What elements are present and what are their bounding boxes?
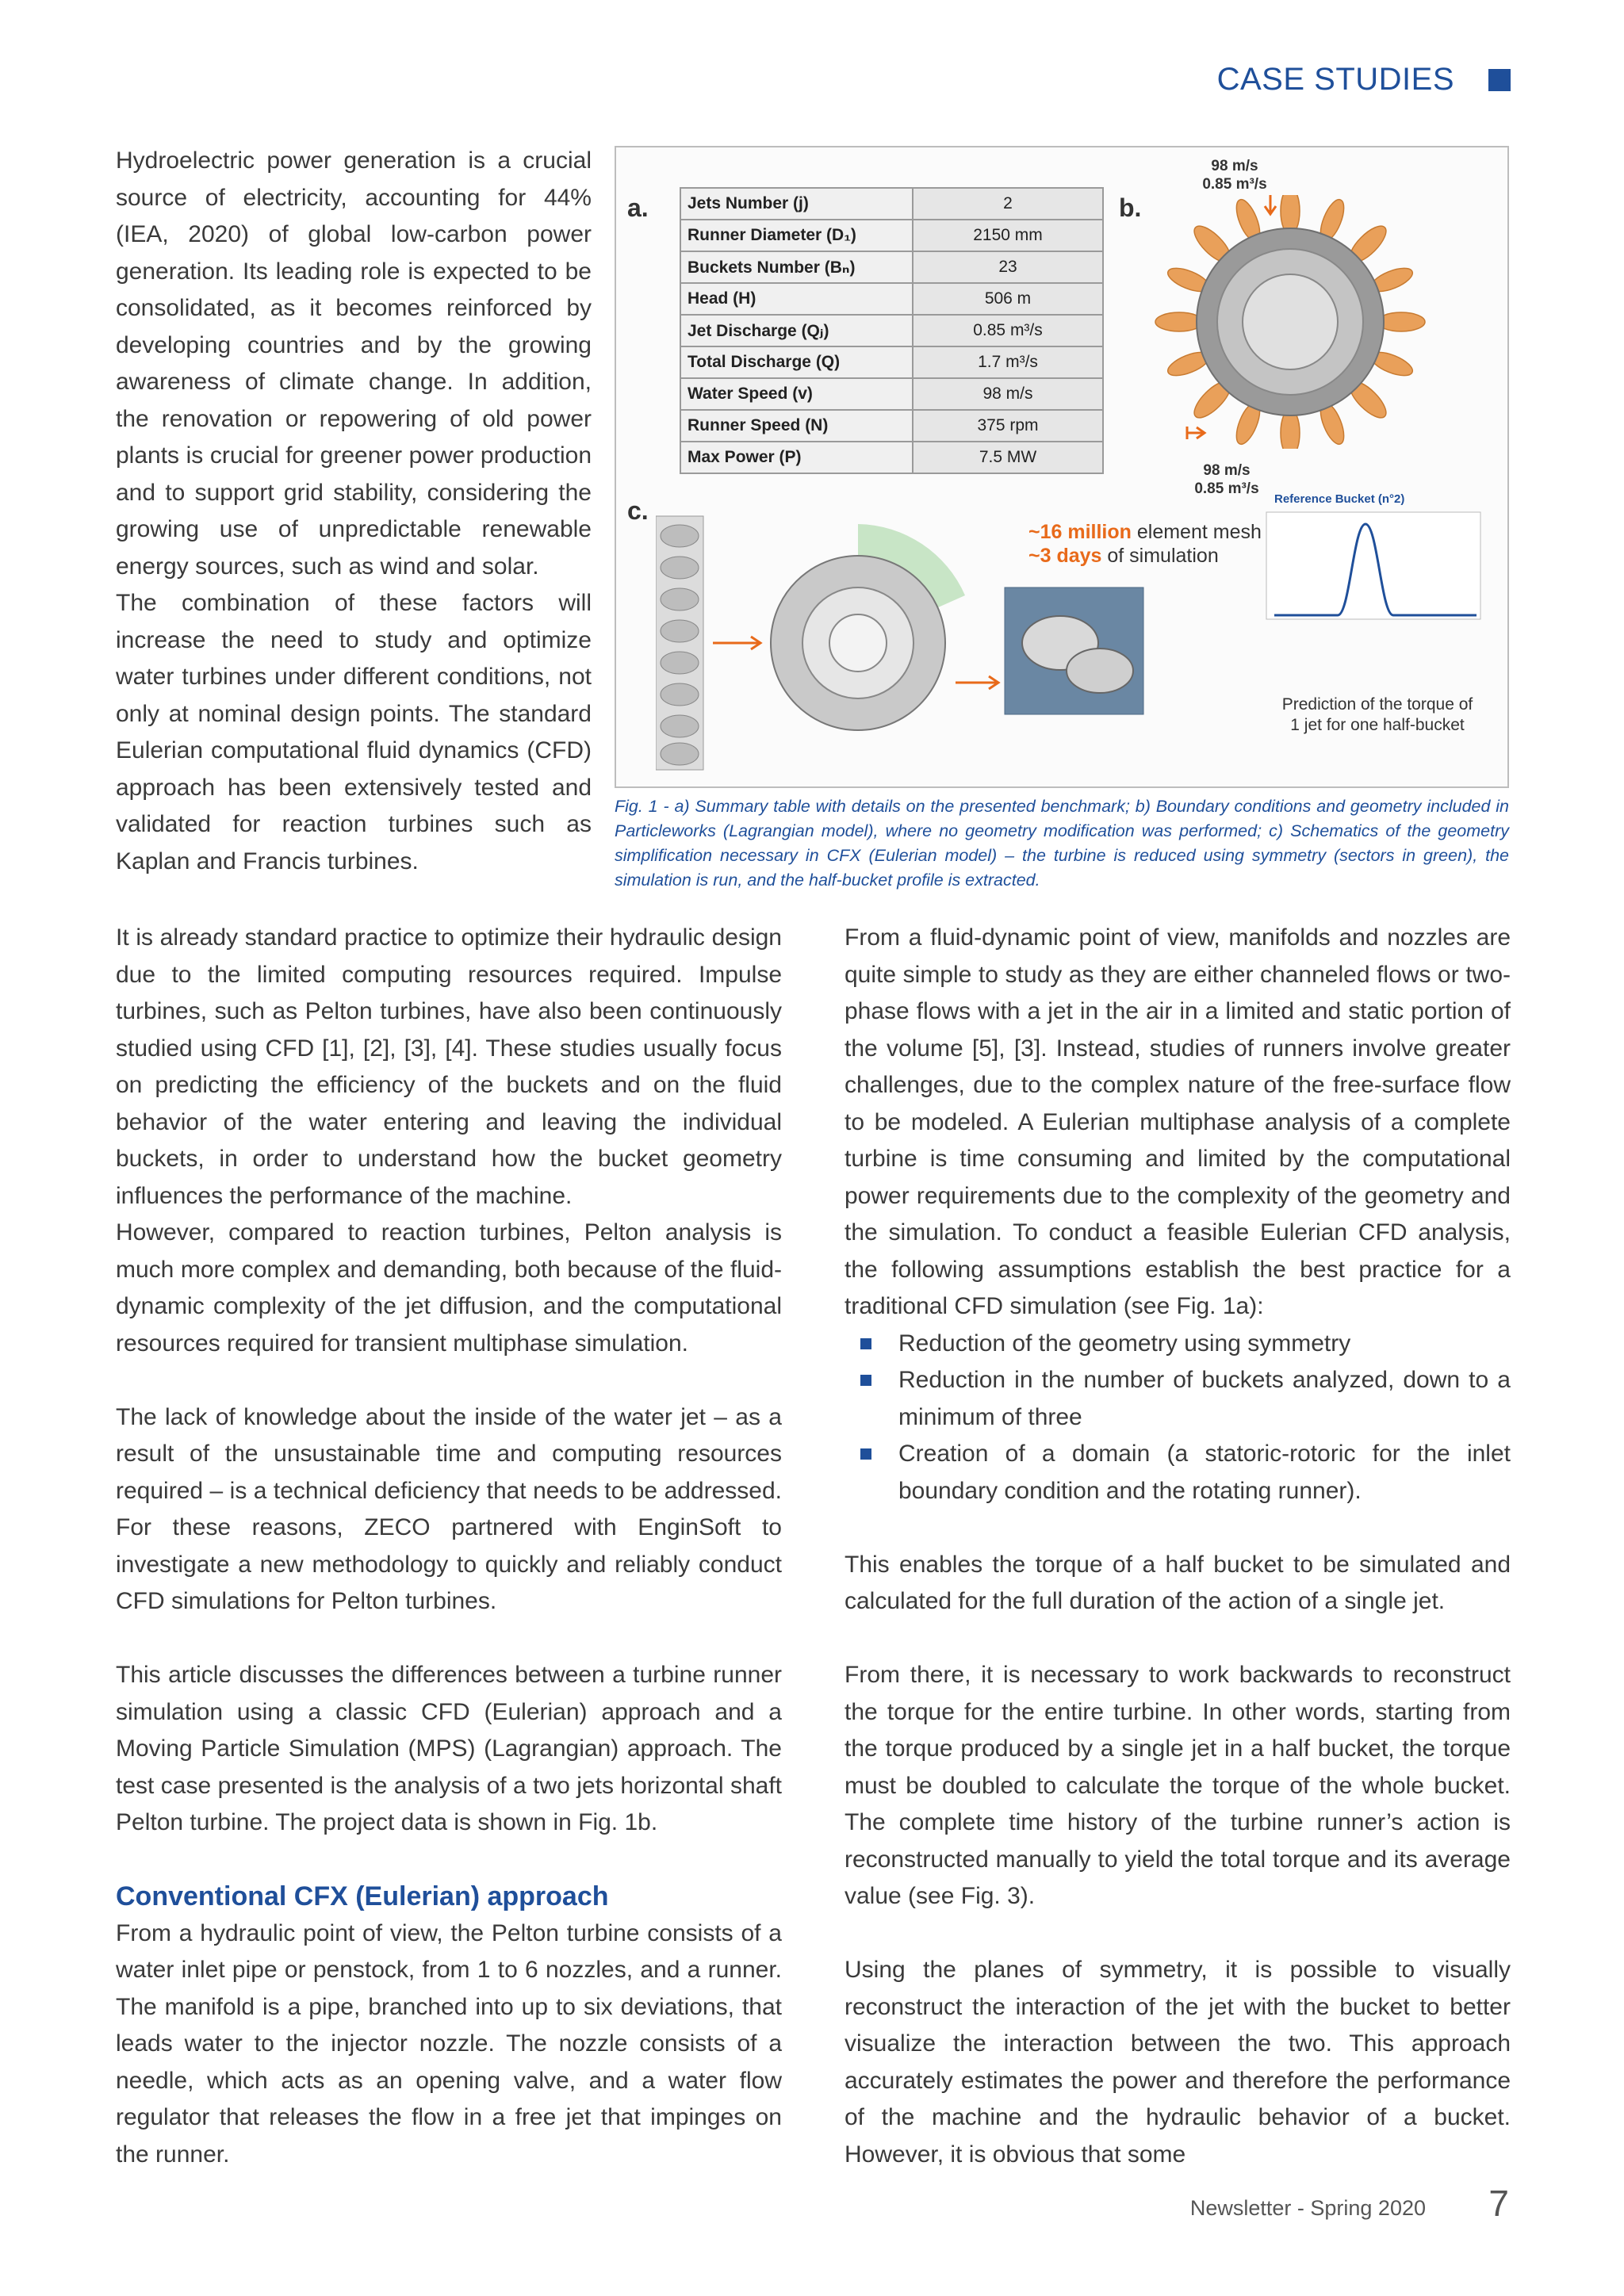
left-paragraph-2: However, compared to reaction turbines, Pelton analysis is much more complex and demanding, both because of the fluid-dynamic complexity of the jet diffusion, and the computational resources required for transient multiphase simulation. [116, 1219, 782, 1357]
torque-chart [1251, 508, 1488, 635]
table-cell-value: 2150 mm [913, 220, 1103, 251]
left-paragraph-3: The lack of knowledge about the inside of the water jet – as a result of the unsustainable time and computing resources required – is a technical deficiency that needs to be addressed. For these reasons, ZECO partnered with EnginSoft to investigate a new methodology to quickly and reliably conduct CFD simulations for Pelton turbines. [116, 1403, 782, 1614]
mesh-size-note [1028, 520, 1262, 568]
table-row [680, 410, 1103, 442]
section-heading: Conventional CFX (Eulerian) approach [116, 1881, 609, 1911]
table-cell-value: 98 m/s [913, 378, 1103, 410]
jet-bottom-speed: 98 m/s [1203, 462, 1251, 479]
paragraph-gap [845, 1621, 1511, 1658]
left-column [116, 920, 782, 2173]
table-cell-label: Water Speed (v) [680, 378, 913, 410]
list-item [845, 1362, 1511, 1436]
list-item [845, 1326, 1511, 1363]
intro-column [116, 143, 592, 880]
torque-note-line-1: Prediction of the torque of [1281, 695, 1473, 714]
table-cell-label: Max Power (P) [680, 442, 913, 473]
table-cell-value: 7.5 MW [913, 442, 1103, 473]
table-cell-label: Buckets Number (Bₙ) [680, 251, 913, 283]
torque-note-line-2: 1 jet for one half-bucket [1290, 716, 1465, 734]
chart-frame [1266, 512, 1480, 619]
square-bullet-icon [860, 1448, 871, 1460]
table-row [680, 251, 1103, 283]
table-row [680, 315, 1103, 346]
days-rest: of simulation [1101, 545, 1219, 567]
right-paragraph-4: Using the planes of symmetry, it is possible to visually reconstruct the interaction of the jet with the bucket to better visualize the interaction between the two. This approach accurately estimates the power and therefore the performance of the machine and the hydraulic behavior of a bucket. However, it is obvious that some [845, 1957, 1511, 2168]
intro-paragraph-2: The combination of these factors will increase the need to study and optimize water turbines under different conditions, not only at nominal design points. The standard Eulerian computational fluid dynamics (CFD) approach has been extensively tested and validated for reaction turbines such as Kaplan and Francis turbines. [116, 590, 592, 874]
figure-1-caption: Fig. 1 - a) Summary table with details on the presented benchmark; b) Boundary conditions and geometry included in Particleworks (Lagrangian model), where no geometry modification was performed; c) Schematics of the geometry simplification necessary in CFX (Eulerian model) – the turbine is reduced using symmetry (sectors in green), the simulation is run, and the half-bucket profile is extracted. [615, 797, 1509, 890]
right-paragraph-2: This enables the torque of a half bucket to be simulated and calculated for the full duration of the action of a single jet. [845, 1551, 1511, 1614]
table-cell-label: Total Discharge (Q) [680, 346, 913, 378]
table-cell-value: 2 [913, 188, 1103, 220]
table-cell-label: Runner Diameter (D₁) [680, 220, 913, 251]
arrow-icon [713, 637, 760, 649]
page-number: 7 [1488, 2183, 1509, 2224]
torque-prediction-note [1258, 695, 1496, 736]
table-row [680, 188, 1103, 220]
bucket-stack-side-view [656, 516, 703, 770]
intro-paragraph-1: Hydroelectric power generation is a crucial source of electricity, accounting for 44% (IEA, 2020) of global low-carbon power generation. Its leading role is expected to be consolidated, as it becomes reinforced by developing countries and by the growing awareness of climate change. In addition, the renovation or repowering of old power plants is crucial for greener power production and to support grid stability, considering the growing use of unpredictable renewable energy sources, such as wind and solar. [116, 147, 592, 580]
list-item-text: Reduction in the number of buckets analyzed, down to a minimum of three [898, 1367, 1511, 1430]
section-header-square [1488, 69, 1511, 91]
table-cell-label: Head (H) [680, 283, 913, 315]
square-bullet-icon [860, 1338, 871, 1349]
list-item-text: Creation of a domain (a statoric-rotoric for the inlet boundary condition and the rotating runner). [898, 1441, 1511, 1504]
paragraph-gap [845, 1510, 1511, 1547]
runner-symmetry-gear-icon [771, 524, 965, 730]
list-item [845, 1436, 1511, 1510]
days-highlight: ~3 days [1028, 545, 1102, 567]
benchmark-summary-table [680, 187, 1104, 474]
arrow-icon [956, 676, 998, 689]
mesh-rest: element mesh [1131, 521, 1262, 543]
table-row [680, 346, 1103, 378]
mesh-highlight: ~16 million [1028, 521, 1132, 543]
left-paragraph-1: It is already standard practice to optimize their hydraulic design due to the limited computing resources required. Impulse turbines, such as Pelton turbines, have also been continuously studied using CFD [1], [2], [3], [4]. These studies usually focus on predicting the efficiency of the buckets and on the fluid behavior of the water entering and leaving the individual buckets, in order to understand how the bucket geometry influences the performance of the machine. [116, 924, 782, 1209]
table-cell-label: Jets Number (j) [680, 188, 913, 220]
table-cell-value: 0.85 m³/s [913, 315, 1103, 346]
runner-gear-icon [1155, 195, 1425, 449]
panel-b-label: b. [1119, 193, 1142, 222]
runner-geometry-illustration [1139, 195, 1488, 449]
table-row [680, 378, 1103, 410]
paragraph-gap [845, 1915, 1511, 1953]
table-cell-value: 375 rpm [913, 410, 1103, 442]
paragraph-gap [116, 1842, 782, 1879]
table-cell-label: Runner Speed (N) [680, 410, 913, 442]
torque-chart-title: Reference Bucket (n°2) [1274, 492, 1405, 506]
jet-top-label [1163, 157, 1306, 193]
list-item-text: Reduction of the geometry using symmetry [898, 1330, 1351, 1357]
panel-c-label: c. [627, 496, 649, 525]
table-row [680, 220, 1103, 251]
right-paragraph-1: From a fluid-dynamic point of view, manifolds and nozzles are quite simple to study as they are either channeled flows or two-phase flows with a jet in the air in a limited and static portion of the volume [5], [3]. Instead, studies of runners involve greater challenges, due to the complex nature of the free-surface flow to be modeled. A Eulerian multiphase analysis of a complete turbine is time consuming and limited by the computational power requirements due to the complexity of the geometry and the simulation. To conduct a feasible Eulerian CFD analysis, the following assumptions establish the best practice for a traditional CFD simulation (see Fig. 1a): [845, 924, 1511, 1319]
table-row [680, 283, 1103, 315]
left-paragraph-4: This article discusses the differences between a turbine runner simulation using a classic CFD (Eulerian) approach and a Moving Particle Simulation (MPS) (Lagrangian) approach. The test case presented is the analysis of a two jets horizontal shaft Pelton turbine. The project data is shown in Fig. 1b. [116, 1662, 782, 1835]
square-bullet-icon [860, 1375, 871, 1386]
jet-top-speed: 98 m/s [1211, 158, 1258, 174]
jet-top-flow: 0.85 m³/s [1202, 176, 1267, 193]
figure-1 [615, 146, 1509, 788]
section-header-title: CASE STUDIES [1216, 62, 1454, 97]
panel-a-label: a. [627, 193, 649, 222]
table-cell-value: 23 [913, 251, 1103, 283]
bucket-mesh-closeup [1005, 587, 1143, 714]
paragraph-gap [116, 1621, 782, 1658]
table-cell-value: 506 m [913, 283, 1103, 315]
table-row [680, 442, 1103, 473]
right-column [845, 920, 1511, 2173]
jet-bottom-flow: 0.85 m³/s [1194, 480, 1259, 497]
table-cell-label: Jet Discharge (Qⱼ) [680, 315, 913, 346]
footer-newsletter-label: Newsletter - Spring 2020 [1189, 2196, 1426, 2220]
table-cell-value: 1.7 m³/s [913, 346, 1103, 378]
assumption-list [845, 1326, 1511, 1510]
right-paragraph-3: From there, it is necessary to work backwards to reconstruct the torque for the entire turbine. In other words, starting from the torque produced by a single jet in a half bucket, the torque must be doubled to calculate the torque of the whole bucket. The complete time history of the turbine runner’s action is reconstructed manually to yield the total torque and its average value (see Fig. 3). [845, 1662, 1511, 1909]
paragraph-gap [116, 1362, 782, 1399]
left-paragraph-5: From a hydraulic point of view, the Pelton turbine consists of a water inlet pipe or penstock, from 1 to 6 nozzles, and a runner. The manifold is a pipe, branched into up to six deviations, that leads water to the injector nozzle. The nozzle consists of a needle, which acts as an opening valve, and a water flow regulator that releases the flow in a free jet that impinges on the runner. [116, 1919, 782, 2168]
